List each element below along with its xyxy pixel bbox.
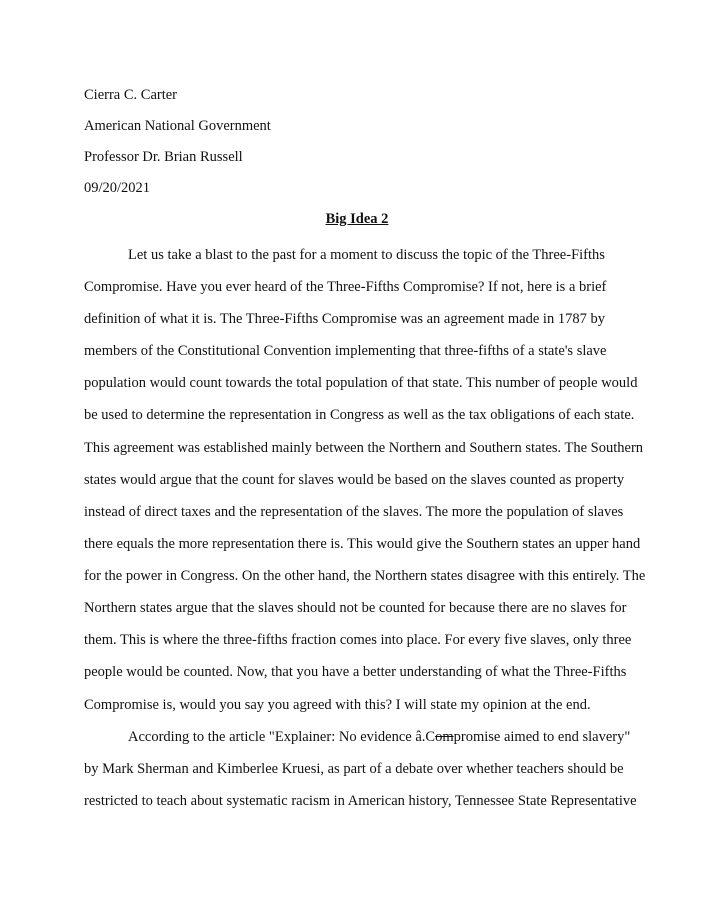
paragraph-line: people would be counted. Now, that you have a better understanding of what the Three-Fifths xyxy=(84,664,627,680)
professor-name: Professor Dr. Brian Russell xyxy=(84,149,243,165)
paragraph-line: This agreement was established mainly between the Northern and Southern states. The Southern xyxy=(84,440,644,456)
paragraph-line: members of the Constitutional Convention implementing that three-fifths of a state's slave xyxy=(84,343,607,359)
paragraph-line: there equals the more representation there is. This would give the Southern states an upper hand xyxy=(84,536,641,552)
document-title: Big Idea 2 xyxy=(325,211,389,227)
course-name: American National Government xyxy=(84,118,271,134)
paragraph-text: According to the article "Explainer: No evidence â.C xyxy=(128,729,436,745)
document-date: 09/20/2021 xyxy=(84,180,151,196)
paragraph-line: Compromise is, would you say you agreed with this? I will state my opinion at the end. xyxy=(84,697,591,713)
paragraph-line: for the power in Congress. On the other hand, the Northern states disagree with this entirely. The xyxy=(84,568,646,584)
paragraph-line: states would argue that the count for slaves would be based on the slaves counted as property xyxy=(84,472,625,488)
paragraph-line xyxy=(128,728,630,746)
paragraph-line: by Mark Sherman and Kimberlee Kruesi, as part of a debate over whether teachers should be xyxy=(84,761,624,777)
paragraph-line: Northern states argue that the slaves should not be counted for because there are no slaves for xyxy=(84,600,627,616)
paragraph-line: population would count towards the total population of that state. This number of people would xyxy=(84,375,638,391)
paragraph-line: definition of what it is. The Three-Fifths Compromise was an agreement made in 1787 by xyxy=(84,311,605,327)
author-name: Cierra C. Carter xyxy=(84,87,178,103)
paragraph-line: instead of direct taxes and the representation of the slaves. The more the population of slaves xyxy=(84,504,624,520)
paragraph-line: restricted to teach about systematic racism in American history, Tennessee State Representative xyxy=(84,793,637,809)
paragraph-line: Let us take a blast to the past for a moment to discuss the topic of the Three-Fifths xyxy=(128,247,605,263)
paragraph-line: Compromise. Have you ever heard of the Three-Fifths Compromise? If not, here is a brief xyxy=(84,279,607,295)
struck-text: om xyxy=(435,729,454,745)
paragraph-line: be used to determine the representation in Congress as well as the tax obligations of each state. xyxy=(84,407,635,423)
paragraph-line: them. This is where the three-fifths fraction comes into place. For every five slaves, only three xyxy=(84,632,632,648)
paragraph-text: promise aimed to end slavery" xyxy=(453,729,631,745)
